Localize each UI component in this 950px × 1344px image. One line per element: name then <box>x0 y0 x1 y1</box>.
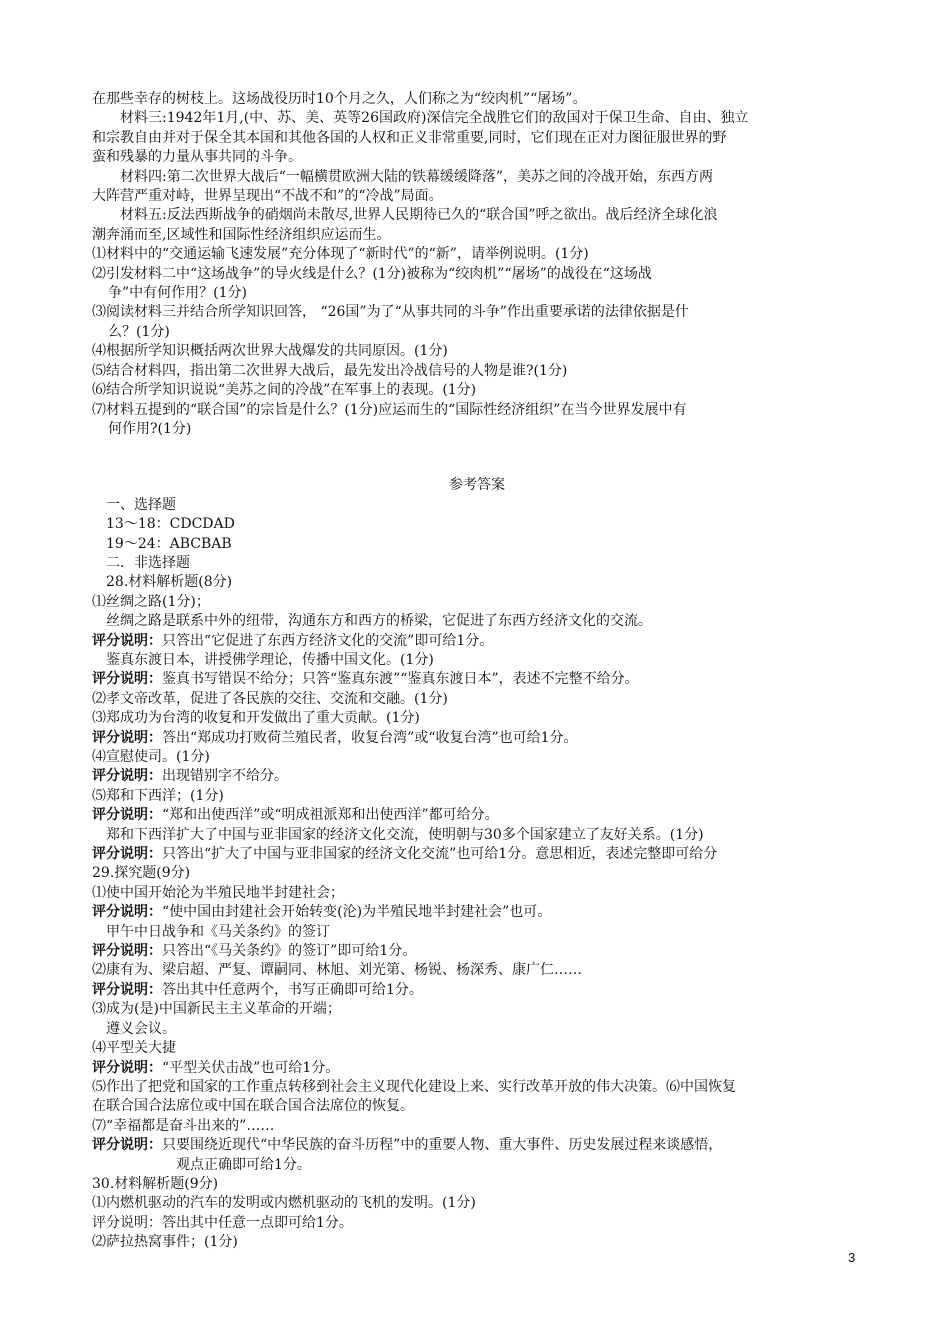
answer-line <box>92 826 862 845</box>
scoring-note-label: 评分说明： <box>92 1137 162 1154</box>
answer-text: 二．非选择题 <box>106 554 190 571</box>
scoring-note-line <box>92 981 862 1000</box>
material-line: 么？(1分) <box>108 323 170 340</box>
material-line: ⑴材料中的“交通运输飞速发展”充分体现了“新时代”的“新”，请举例说明。(1分) <box>92 246 589 263</box>
answer-line <box>92 1117 862 1136</box>
scoring-note-label: 评分说明： <box>92 671 162 688</box>
answer-text: 郑和下西洋扩大了中国与亚非国家的经济文化交流，使明朝与30多个国家建立了友好关系。(1分) <box>106 826 704 843</box>
answer-text: 遵义会议。 <box>106 1020 176 1037</box>
answer-line <box>92 748 862 767</box>
answer-line <box>92 1194 862 1213</box>
answer-text: 28.材料解析题(8分) <box>106 574 233 591</box>
answer-text: 丝绸之路是联系中外的纽带，沟通东方和西方的桥梁，它促进了东西方经济文化的交流。 <box>106 613 652 630</box>
scoring-note-line <box>92 670 862 689</box>
answer-text: “平型关伏击战”也可给1分。 <box>162 1059 340 1076</box>
scoring-note-label: 评分说明： <box>92 943 162 960</box>
answer-text: 在联合国合法席位或中国在联合国合法席位的恢复。 <box>92 1098 414 1115</box>
answer-text: 鉴真东渡日本，讲授佛学理论，传播中国文化。(1分) <box>106 651 434 668</box>
answer-text: 只答出“它促进了东西方经济文化的交流”即可给1分。 <box>162 632 494 649</box>
material-line: 争”中有何作用？(1分) <box>108 285 247 302</box>
answer-line <box>92 535 862 554</box>
material-line: 何作用?(1分) <box>108 420 192 437</box>
answer-line <box>92 1020 862 1039</box>
answer-text: 只答出“扩大了中国与亚非国家的经济文化交流”也可给1分。意思相近，表述完整即可给分 <box>162 846 718 863</box>
scoring-note-line <box>92 767 862 786</box>
answer-line <box>92 593 862 612</box>
material-line: ⑹结合所学知识说说“美苏之间的冷战”在军事上的表现。(1分) <box>92 382 477 399</box>
document-page <box>92 90 862 1253</box>
answer-line <box>92 651 862 670</box>
answer-text: 答出“郑成功打败荷兰殖民者，收复台湾”或“收复台湾”也可给1分。 <box>162 729 578 746</box>
answer-line <box>92 1175 862 1194</box>
answer-line <box>92 884 862 903</box>
section-gap <box>92 439 862 476</box>
answer-text: 13～18：CDCDAD <box>106 516 235 533</box>
answer-text: “郑和出使西洋”或“明成祖派郑和出使西洋”都可给分。 <box>162 807 499 824</box>
answer-line <box>92 864 862 883</box>
answer-line <box>92 961 862 980</box>
answer-text: 评分说明：答出其中任意一点即可给1分。 <box>92 1214 353 1231</box>
answer-text: ⑵萨拉热窝事件；(1分) <box>92 1234 238 1251</box>
answer-text: ⑸郑和下西洋；(1分) <box>92 787 224 804</box>
answer-line <box>92 923 862 942</box>
scoring-note-label: 评分说明： <box>92 768 162 785</box>
material-line: ⑵引发材料二中“这场战争”的导火线是什么？(1分)被称为“绞肉机”“屠场”的战役在“这场战 <box>92 265 652 282</box>
material-line: 材料三:1942年1月,(中、苏、美、英等26国政府)深信完全战胜它们的敌国对于保卫生命、自由、独立 <box>120 110 749 127</box>
answer-line <box>92 1156 862 1175</box>
scoring-note-line <box>92 1059 862 1078</box>
answer-text: ⑵康有为、梁启超、严复、谭嗣同、林旭、刘光第、杨锐、杨深秀、康广仁…… <box>92 962 582 979</box>
scoring-note-label: 评分说明： <box>92 846 162 863</box>
answer-line <box>92 1039 862 1058</box>
material-section <box>92 90 862 439</box>
material-line: 和宗教自由并对于保全其本国和其他各国的人权和正义非常重要,同时，它们现在正对力图征服世界的野 <box>92 129 727 146</box>
answer-text: 鉴真书写错误不给分；只答“鉴真东渡”“鉴真东渡日本”，表述不完整不给分。 <box>162 671 639 688</box>
answer-line <box>92 787 862 806</box>
material-line: 大阵营严重对峙，世界呈现出“不战不和”的“冷战”局面。 <box>92 188 443 205</box>
material-line: 蛮和残暴的力量从事共同的斗争。 <box>92 149 302 166</box>
answer-text: 只要围绕近现代“中华民族的奋斗历程”中的重要人物、重大事件、历史发展过程来谈感悟， <box>162 1137 723 1154</box>
answer-text: ⑺“幸福都是奋斗出来的”…… <box>92 1117 275 1134</box>
answer-text: ⑶郑成功为台湾的收复和开发做出了重大贡献。(1分) <box>92 710 420 727</box>
answer-title: 参考答案 <box>449 477 505 494</box>
scoring-note-label: 评分说明： <box>92 729 162 746</box>
answer-text: 一、选择题 <box>106 496 176 513</box>
scoring-note-line <box>92 1136 862 1155</box>
answer-text: 甲午中日战争和《马关条约》的签订 <box>106 923 330 940</box>
scoring-note-line <box>92 806 862 825</box>
material-line: ⑷根据所学知识概括两次世界大战爆发的共同原因。(1分) <box>92 343 448 360</box>
answer-text: ⑷宣慰使司。(1分) <box>92 749 210 765</box>
material-line: 潮奔涌而至,区域性和国际性经济组织应运而生。 <box>92 226 391 243</box>
scoring-note-label: 评分说明： <box>92 1059 162 1076</box>
answer-line <box>92 1097 862 1116</box>
answer-text: ⑴内燃机驱动的汽车的发明或内燃机驱动的飞机的发明。(1分) <box>92 1195 476 1212</box>
material-line: ⑺材料五提到的“联合国”的宗旨是什么？(1分)应运而生的“国际性经济组织”在当今世界发展中有 <box>92 401 687 418</box>
scoring-note-line <box>92 632 862 651</box>
scoring-note-label: 评分说明： <box>92 904 162 921</box>
answer-line <box>92 1233 862 1252</box>
answer-line <box>92 1078 862 1097</box>
answer-text: ⑷平型关大捷 <box>92 1040 176 1057</box>
answer-text: ⑸作出了把党和国家的工作重点转移到社会主义现代化建设上来、实行改革开放的伟大决策。⑹中国恢复 <box>92 1078 736 1095</box>
material-line: ⑸结合材料四，指出第二次世界大战后，最先发出冷战信号的人物是谁?(1分) <box>92 362 568 379</box>
answer-line <box>92 690 862 709</box>
answer-text: 只答出“《马关条约》的签订”即可给1分。 <box>162 943 417 960</box>
answer-line <box>92 1000 862 1019</box>
answer-text: 观点正确即可给1分。 <box>176 1156 311 1173</box>
answer-text: “使中国由封建社会开始转变(沦)为半殖民地半封建社会”也可。 <box>162 904 552 921</box>
material-line: 材料五:反法西斯战争的硝烟尚未散尽,世界人民期待已久的“联合国”呼之欲出。战后经济全球化浪 <box>120 207 718 224</box>
answer-text: ⑵孝文帝改革，促进了各民族的交往、交流和交融。(1分) <box>92 690 448 707</box>
page-number: 3 <box>848 1250 856 1265</box>
answer-text: 出现错别字不给分。 <box>162 768 288 785</box>
answer-text: ⑴丝绸之路(1分)； <box>92 593 210 610</box>
answer-section <box>92 496 862 1253</box>
scoring-note-label: 评分说明： <box>92 981 162 998</box>
material-line: 在那些幸存的树枝上。这场战役历时10个月之久，人们称之为“绞肉机”“屠场”。 <box>92 91 587 107</box>
answer-line <box>92 496 862 515</box>
scoring-note-line <box>92 903 862 922</box>
material-line: ⑶阅读材料三并结合所学知识回答， “26国”为了“从事共同的斗争”作出重要承诺的法律依据是什 <box>92 304 689 321</box>
answer-line <box>92 709 862 728</box>
answer-text: 19～24：ABCBAB <box>106 535 232 552</box>
answer-line <box>92 1214 862 1233</box>
answer-text: 30.材料解析题(9分) <box>92 1175 219 1192</box>
answer-text: ⑴使中国开始沦为半殖民地半封建社会； <box>92 884 344 901</box>
answer-text: 答出其中任意两个，书写正确即可给1分。 <box>162 981 423 998</box>
scoring-note-line <box>92 942 862 961</box>
answer-line <box>92 612 862 631</box>
answer-line <box>92 573 862 592</box>
answer-line <box>92 554 862 573</box>
material-line: 材料四:第二次世界大战后“一幅横贯欧洲大陆的铁幕缓缓降落”，美苏之间的冷战开始，东西方两 <box>120 168 714 185</box>
answer-text: 29.探究题(9分) <box>92 865 191 882</box>
answer-text: ⑶成为(是)中国新民主主义革命的开端； <box>92 1001 341 1018</box>
scoring-note-label: 评分说明： <box>92 632 162 649</box>
scoring-note-line <box>92 845 862 864</box>
answer-line <box>92 515 862 534</box>
scoring-note-line <box>92 729 862 748</box>
scoring-note-label: 评分说明： <box>92 807 162 824</box>
